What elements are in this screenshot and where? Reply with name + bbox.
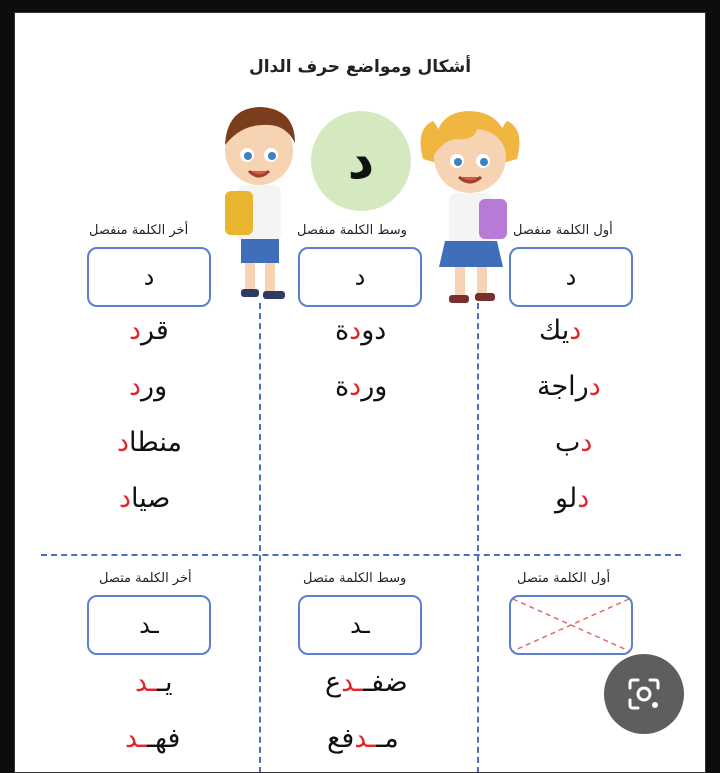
column-divider-left [259,303,261,773]
word-first-2: دراجة [537,371,601,402]
word-middle-1: دودة [335,315,387,346]
word-first-1: ديك [539,315,582,346]
header-last-connected: أخر الكلمة متصل [99,571,192,586]
header-middle-connected: وسط الكلمة متصل [303,571,407,586]
screen-top-bar [0,0,720,10]
column-divider-right [477,303,479,773]
google-lens-icon [626,676,662,712]
main-letter: د [347,131,375,191]
form-box-last-connected [87,595,211,655]
header-last-separate: أخر الكلمة منفصل [89,223,189,238]
boy-illustration [211,99,307,303]
word-middle-2: وردة [335,371,388,402]
header-first-connected: أول الكلمة متصل [517,571,611,586]
word-first-3: دب [555,427,593,458]
word-connected-middle-2: مــدفع [327,723,399,754]
form-letter: ـد [350,611,370,639]
word-first-4: دلو [555,483,590,514]
page-title: أشكال ومواضع حرف الدال [248,57,472,77]
main-letter-circle [311,111,411,211]
form-box-middle-separate [298,247,422,307]
word-last-2: ورد [129,371,168,402]
word-connected-middle-1: ضفــدع [325,667,408,698]
form-box-first-connected-crossed [509,595,633,655]
word-last-1: قرد [129,315,169,346]
word-last-4: صياد [119,483,171,514]
form-box-middle-connected [298,595,422,655]
header-first-separate: أول الكلمة منفصل [513,223,613,238]
form-letter: د [143,263,155,291]
word-connected-last-1: يــد [135,667,173,698]
form-box-first-separate [509,247,633,307]
form-letter: ـد [139,611,159,639]
header-middle-separate: وسط الكلمة منفصل [297,223,407,238]
word-connected-last-2: فهــد [125,723,181,754]
form-letter: د [354,263,366,291]
word-last-3: منطاد [117,427,183,458]
row-divider [41,554,681,556]
google-lens-button[interactable] [604,654,684,734]
form-box-last-separate [87,247,211,307]
worksheet [14,12,706,773]
cross-out-mark [511,597,631,653]
form-letter: د [565,263,577,291]
